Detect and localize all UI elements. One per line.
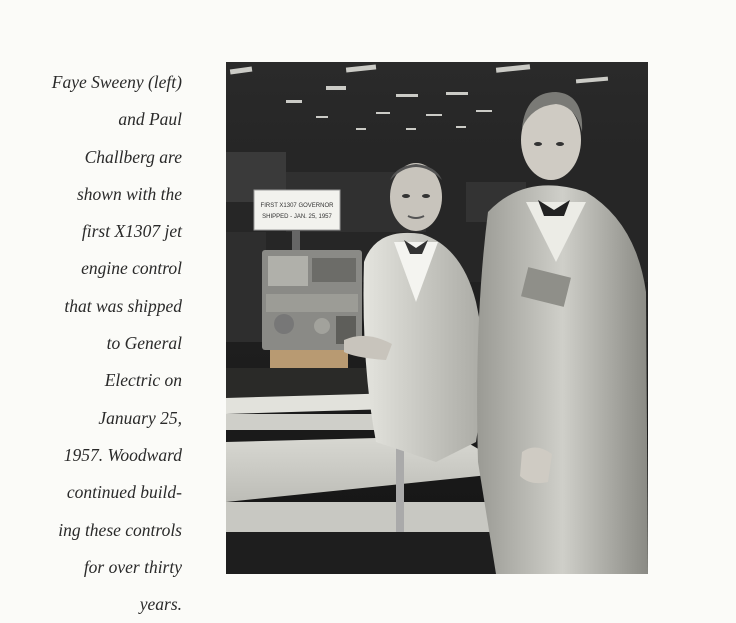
archival-photograph	[226, 62, 648, 574]
caption-line: that was shipped	[64, 295, 182, 316]
caption-line: to General	[106, 333, 182, 354]
caption-line: years.	[139, 594, 182, 615]
caption-line: January 25,	[98, 407, 182, 428]
caption-line: Challberg are	[84, 146, 182, 167]
caption-line: for over thirty	[83, 556, 182, 577]
caption-line: Electric on	[104, 370, 182, 391]
sign-line-1: FIRST X1307 GOVERNOR	[260, 203, 334, 209]
caption-line: and Paul	[118, 109, 182, 130]
caption-line: continued build-	[66, 482, 182, 503]
caption-line: 1957. Woodward	[63, 444, 182, 465]
caption-line: ing these controls	[58, 519, 182, 540]
caption-line: shown with the	[76, 183, 182, 204]
sign-line-2: SHIPPED - JAN. 25, 1957	[262, 214, 332, 220]
caption-line: Faye Sweeny (left)	[51, 72, 182, 92]
photo-illustration	[226, 62, 648, 574]
engine-control-unit	[262, 250, 362, 376]
photo-caption	[14, 64, 182, 623]
caption-line: first X1307 jet	[81, 221, 182, 242]
caption-line: engine control	[81, 258, 182, 279]
